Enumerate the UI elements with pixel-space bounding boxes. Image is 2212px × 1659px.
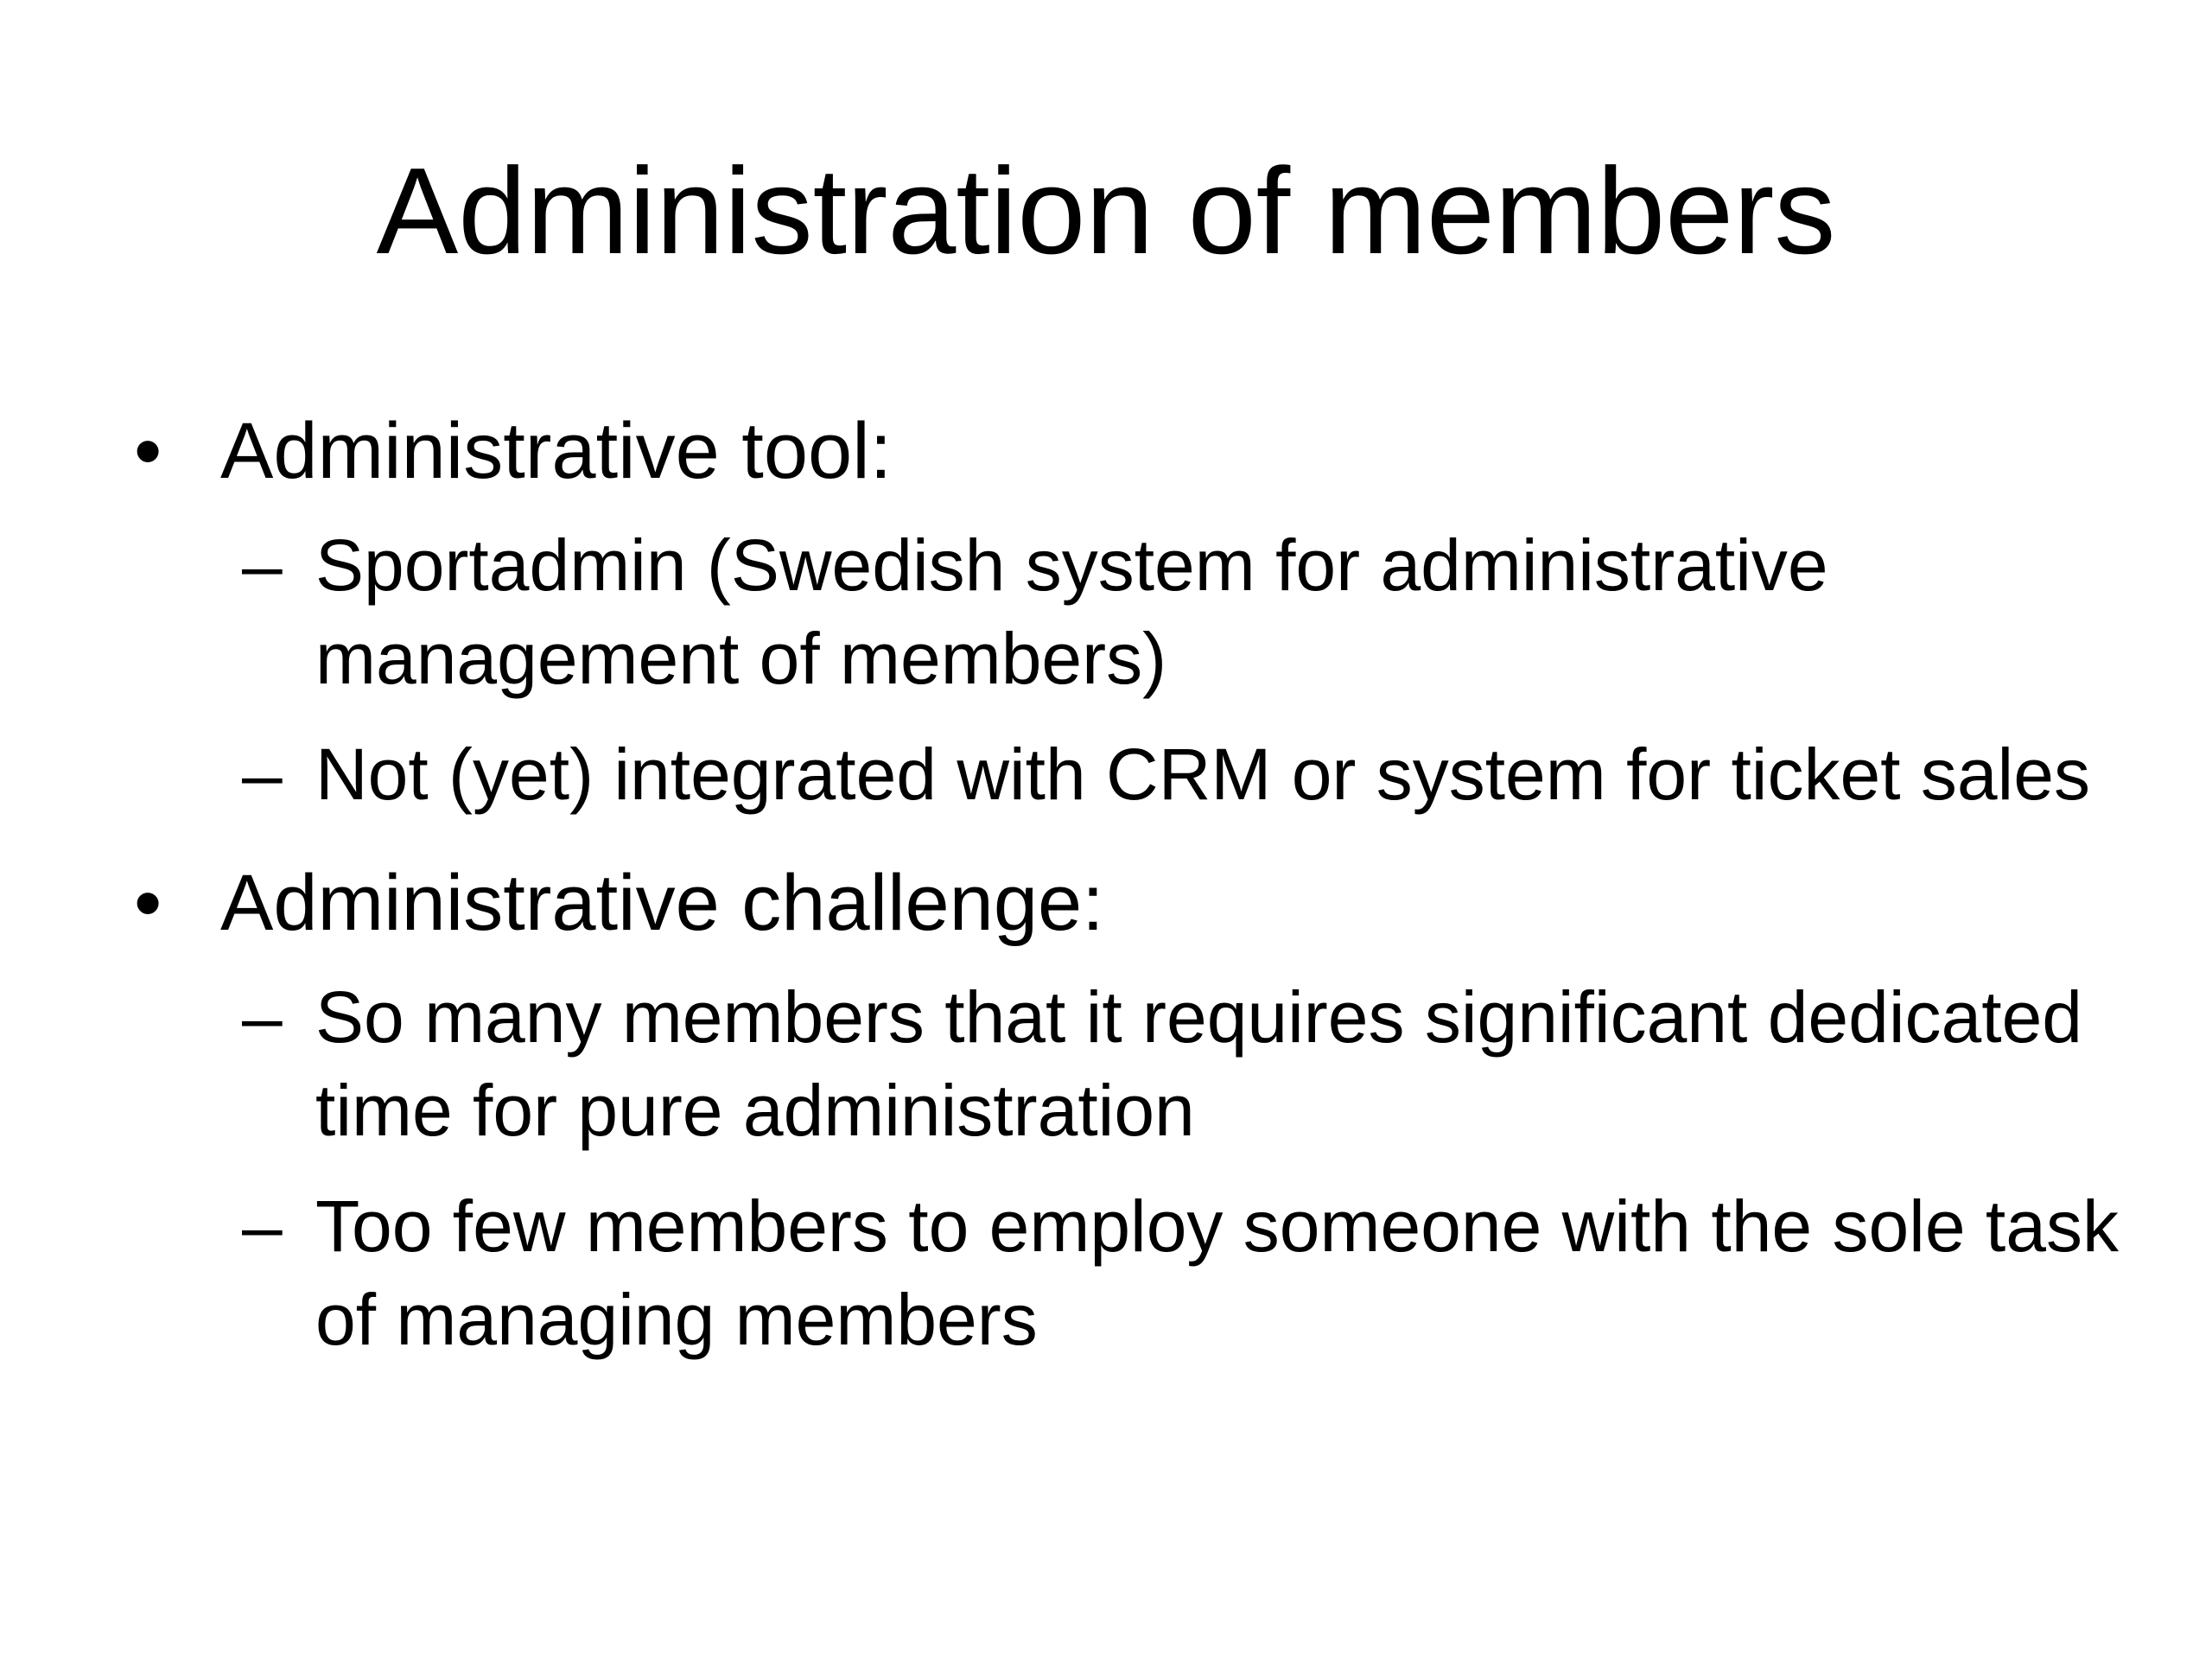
sub-bullet-text: Sportadmin (Swedish system for administrative management of members)	[315, 524, 1828, 699]
sub-bullet-item	[130, 518, 2130, 705]
bullet-administrative-tool	[130, 402, 2117, 821]
bullet-item	[130, 402, 2117, 501]
sub-bullet-list	[130, 518, 2117, 821]
bullet-marker: •	[134, 859, 162, 947]
bullet-text: Administrative tool:	[220, 407, 893, 495]
slide-content	[130, 402, 2117, 1366]
sub-bullet-text: Not (yet) integrated with CRM or system for ticket sales	[315, 734, 2090, 815]
bullet-item	[130, 854, 2117, 953]
sub-bullet-text: Too few members to employ someone with the sole task of managing members	[315, 1185, 2119, 1360]
bullet-marker: •	[134, 407, 162, 495]
dash-marker: –	[242, 524, 283, 606]
bullet-administrative-challenge	[130, 854, 2117, 1366]
dash-marker: –	[242, 976, 283, 1058]
dash-marker: –	[242, 734, 283, 815]
slide-title: Administration of members	[376, 143, 1836, 280]
bullet-text: Administrative challenge:	[220, 859, 1104, 947]
sub-bullet-item	[130, 970, 2130, 1157]
sub-bullet-item	[130, 728, 2130, 821]
sub-bullet-list	[130, 970, 2117, 1366]
dash-marker: –	[242, 1185, 283, 1267]
sub-bullet-item	[130, 1179, 2130, 1366]
sub-bullet-text: So many members that it requires significant dedicated time for pure administration	[315, 976, 2082, 1151]
